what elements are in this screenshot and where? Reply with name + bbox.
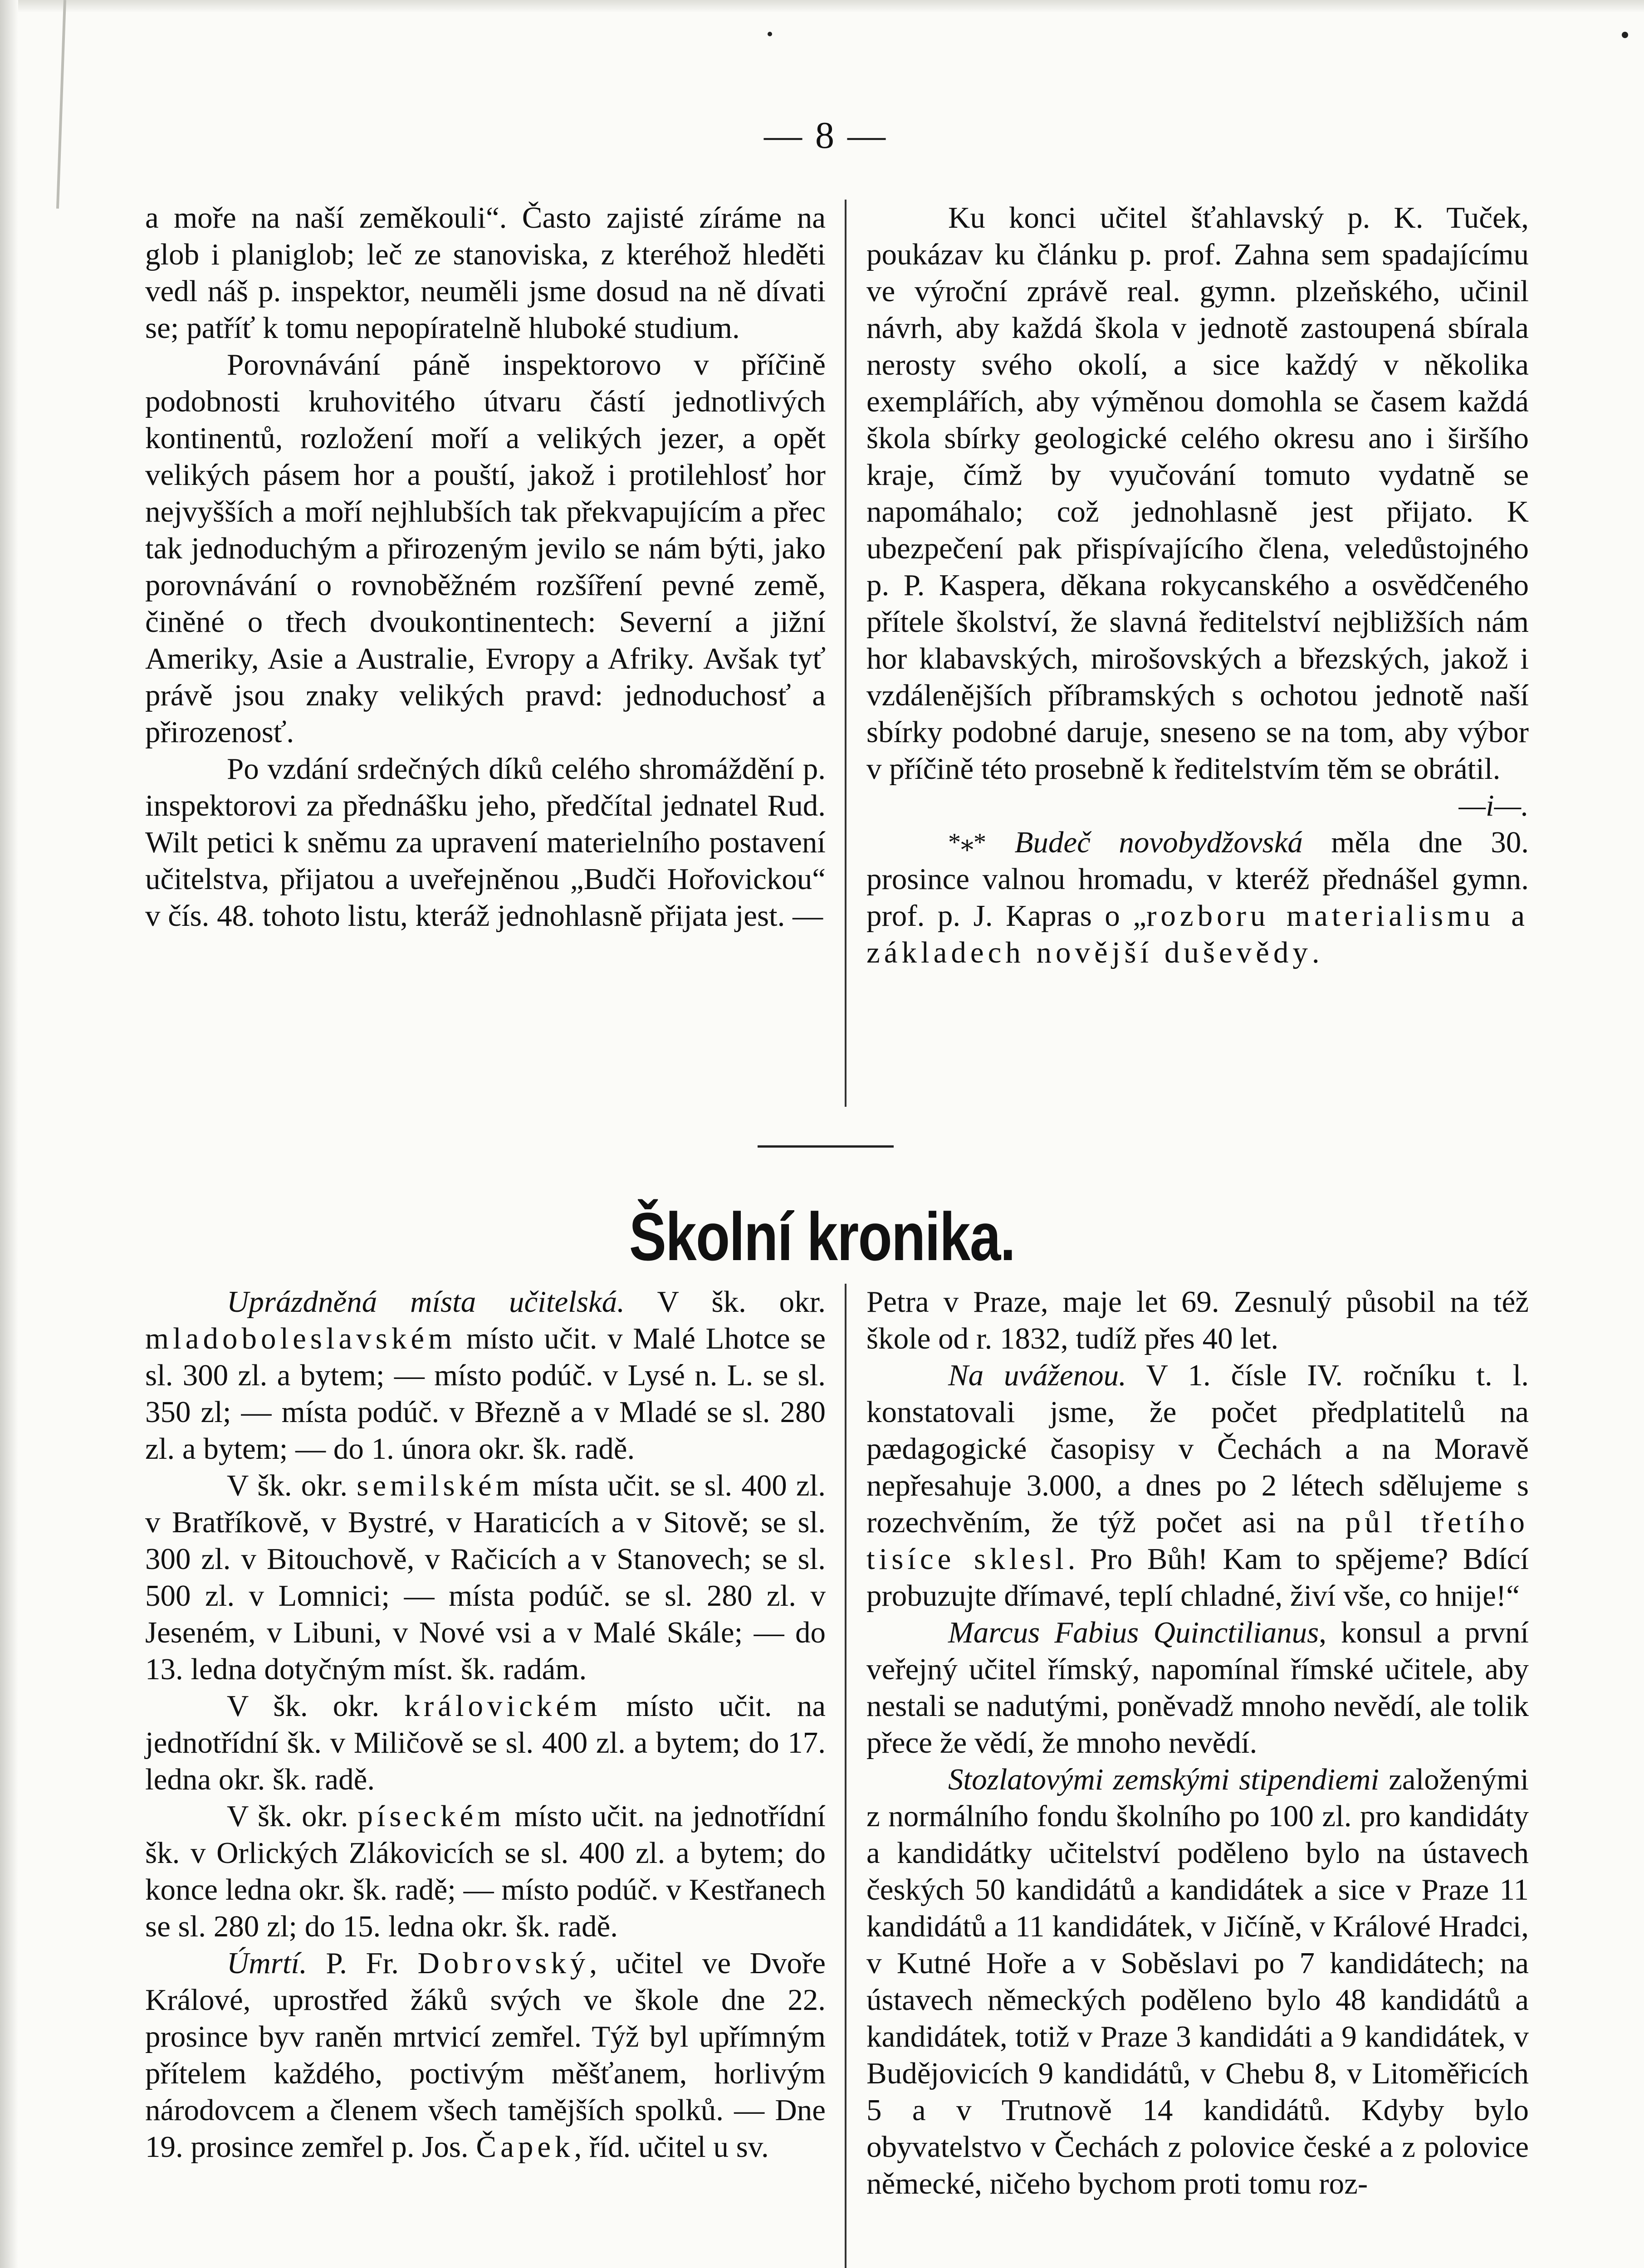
text: založenými z normálního fondu školního po 100 zl. pro kandidáty a kandidátky učitelství poděleno bylo na ústavech českých 50 kandidátů a kandidátek a sice v Praze 11 kandidátů a 11 kandidátek, v Jičíně, v Králové Hradci, v Kutné Hoře a v Soběslavi po 7 kandidátech; na ústavech německých poděleno bylo 48 kandidátů a kandidátek, totiž v Praze 3 kandidáti a 9 kandidátek, v Budějovicích 9 kandidátů, v Chebu 8, v Litoměřicích 5 a v Trutnově 14 kandidátů. Kdyby bylo obyvatelstvo v Čechách z polovice české a z polovice německé, ničeho bychom proti tomu roz- (866, 1763, 1529, 2200)
text: místo učit. na jednotřídní šk. v Orlických Zlákovicích se sl. 400 zl. a bytem; do konce ledna okr. šk. radě; — místo podúč. v Kestřanech se sl. 280 zl; do 15. ledna okr. šk. radě. (145, 1799, 826, 1943)
paragraph (866, 824, 1529, 971)
paragraph: Po vzdání srdečných díků celého shromáždění p. inspektorovi za přednášku jeho, předčítal jednatel Rud. Wilt petici k sněmu za upravení materielního postavení učitelstva, přijatou a uveřejněnou „Budči Hořovickou“ v čís. 48. tohoto listu, kteráž jednohlasně přijata jest. — (145, 752, 826, 933)
paragraph: Petra v Praze, maje let 69. Zesnulý působil na též škole od r. 1832, tudíž přes 40 let. (866, 1285, 1529, 1355)
paragraph (866, 200, 1529, 822)
ink-spot (768, 32, 772, 36)
bottom-right-column (866, 1284, 1529, 2202)
text: V šk. okr. (227, 1689, 405, 1723)
district-name: mladoboleslavském (145, 1322, 456, 1355)
paragraph (145, 1284, 826, 1467)
column-divider (845, 1284, 846, 2268)
text: V 1. čísle IV. ročníku t. l. konstatovali jsme, že počet předplatitelů na pædagogické časopisy v Čechách a na Moravě nepřesahuje 3.000, a dnes po 2 létech sdělujeme s rozechvěním, že týž počet asi na (866, 1359, 1529, 1539)
top-left-column (145, 200, 826, 934)
paragraph-text: Ku konci učitel šťahlavský p. K. Tuček, poukázav ku článku p. prof. Zahna sem spadajícímu ve výroční zprávě real. gymn. plzeňského, učinil návrh, aby každá škola v jednotě zastoupená sbírala nerosty svého okolí, a sice každý v několika exemplářích, aby výměnou domohla se časem každá škola sbírky geologické celého okresu ano i širšího kraje, čímž by vyučování tomuto vydatně se napomáhalo; což jednohlasně jest přijato. K ubezpečení pak přispívajícího člena, veledůstojného p. P. Kaspera, děkana rokycanského a osvědčeného přítele školství, že slavná ředitelství nejbližších nám hor klabavských, mirošovských a březských, jakož i vzdálenějších příbramských s ochotou jednotě naší sbírky podobné daruje, sneseno se na tom, aby výbor v příčině této prosebně k ředitelstvím těm se obrátil. (866, 201, 1529, 786)
paragraph (145, 1688, 826, 1798)
scan-edge-top (0, 0, 1644, 13)
text: P. Fr. (307, 1946, 418, 1980)
lecture-title: rozboru materialismu a základech novější duševědy (866, 899, 1529, 969)
paragraph (866, 1614, 1529, 1761)
text: V šk. okr. (227, 1799, 358, 1833)
paragraph-heading: Marcus Fabius Quinctilianus (948, 1616, 1319, 1649)
bottom-left-column (145, 1284, 826, 2165)
signature: —i—. (1458, 789, 1529, 822)
paragraph (866, 1357, 1529, 1614)
paragraph-heading: Úmrtí. (227, 1946, 307, 1980)
emphasized-text: půl třetího tisíce sklesl (866, 1505, 1529, 1576)
text: místa učit. se sl. 400 zl. v Bratříkově, v Bystré, v Haraticích a v Sitově; se sl. 300 zl. v Bitouchově, v Račicích a v Stanovech; se sl. 500 zl. v Lomnici; — místa podúč. se sl. 280 zl. v Jeseném, v Libuni, v Nové vsi a v Malé Skále; — do 13. ledna dotyčným míst. šk. radám. (145, 1469, 826, 1686)
person-name: Dobrovský (417, 1946, 590, 1980)
paragraph-text: měla dne 30. prosince valnou hromadu, v kteréž přednášel gymn. prof. p. J. Kapras o „ (866, 826, 1529, 933)
page-number: — 8 — (764, 114, 887, 156)
organization-name: Budeč novobydžovská (1014, 826, 1303, 859)
person-name: Čapek (476, 2130, 574, 2164)
paragraph (145, 1798, 826, 1945)
text: , učitel ve Dvoře Králové, uprostřed žáků svých ve škole dne 22. prosince byv raněn mrtvicí zemřel. Týž byl upřímným přítelem každého, poctivým měšťanem, horlivým národovcem a členem všech tamějších spolků. — Dne 19. prosince zemřel p. Jos. (145, 1946, 826, 2164)
text: místo učit. na jednotřídní šk. v Miličově se sl. 400 zl. a bytem; do 17. ledna okr. šk. radě. (145, 1689, 826, 1796)
top-right-column (866, 200, 1529, 971)
paragraph: a moře na naší zeměkouli“. Často zajisté zíráme na glob i planiglob; leč ze stanoviska, z kteréhož hleděti vedl náš p. inspektor, neuměli jsme dosud na ně dívati se; patříť k tomu nepopíratelně hluboké studium. (145, 201, 826, 345)
asterism-icon: *⁎* (948, 828, 986, 856)
text: místo učit. v Malé Lhotce se sl. 300 zl. a bytem; — místo podúč. v Lysé n. L. se sl. 350 zl; — místa podúč. v Březně a v Mladé se sl. 280 zl. a bytem; — do 1. února okr. šk. radě. (145, 1322, 826, 1466)
text: V šk. okr. (227, 1469, 357, 1502)
paragraph-heading: Uprázdněná místa učitelská. (227, 1285, 625, 1319)
section-title: Školní kronika. (629, 1198, 1015, 1275)
column-divider (845, 200, 846, 1107)
paragraph (145, 1945, 826, 2165)
paragraph-heading: Stozlatovými zemskými stipendiemi (948, 1763, 1380, 1796)
paragraph-end: . (1311, 936, 1320, 969)
paragraph-heading: Na uváženou. (948, 1359, 1126, 1392)
district-name: semilském (357, 1469, 524, 1502)
section-separator (758, 1145, 894, 1148)
paragraph (145, 1467, 826, 1688)
text: , říd. učitel u sv. (574, 2130, 769, 2164)
page-fold-line (56, 0, 66, 209)
ink-spot (1622, 32, 1628, 38)
text: V šk. okr. (624, 1285, 826, 1319)
paragraph: Porovnávání páně inspektorovo v příčině podobnosti kruhovitého útvaru částí jednotlivých kontinentů, rozložení moří a velikých jezer, a opět velikých pásem hor a pouští, jakož i protilehlosť hor nejvyšších a moří nejhlubších tak překvapujícím a přec tak jednoduchým a přirozeným jevilo se nám býti, jako porovnávání o rovnoběžném rozšíření pevné země, činěné o třech dvoukontinentech: Severní a jižní Ameriky, Asie a Australie, Evropy a Afriky. Avšak tyť právě jsou znaky velikých pravd: jednoduchosť a přirozenosť. (145, 348, 826, 749)
district-name: královickém (404, 1689, 602, 1723)
district-name: píseckém (357, 1799, 505, 1833)
paragraph (866, 1761, 1529, 2202)
text: , konsul a první veřejný učitel římský, napomínal římské učitele, aby nestali se nadutými, poněvadž mnoho nevědí, ale tolik přece že vědí, že mnoho nevědí. (866, 1616, 1529, 1760)
scan-edge-left (0, 0, 18, 2268)
text: . Pro Bůh! Kam to spějeme? Bdící probuzujte dřímavé, teplí chladné, živí vše, co hnije!“ (866, 1542, 1529, 1613)
